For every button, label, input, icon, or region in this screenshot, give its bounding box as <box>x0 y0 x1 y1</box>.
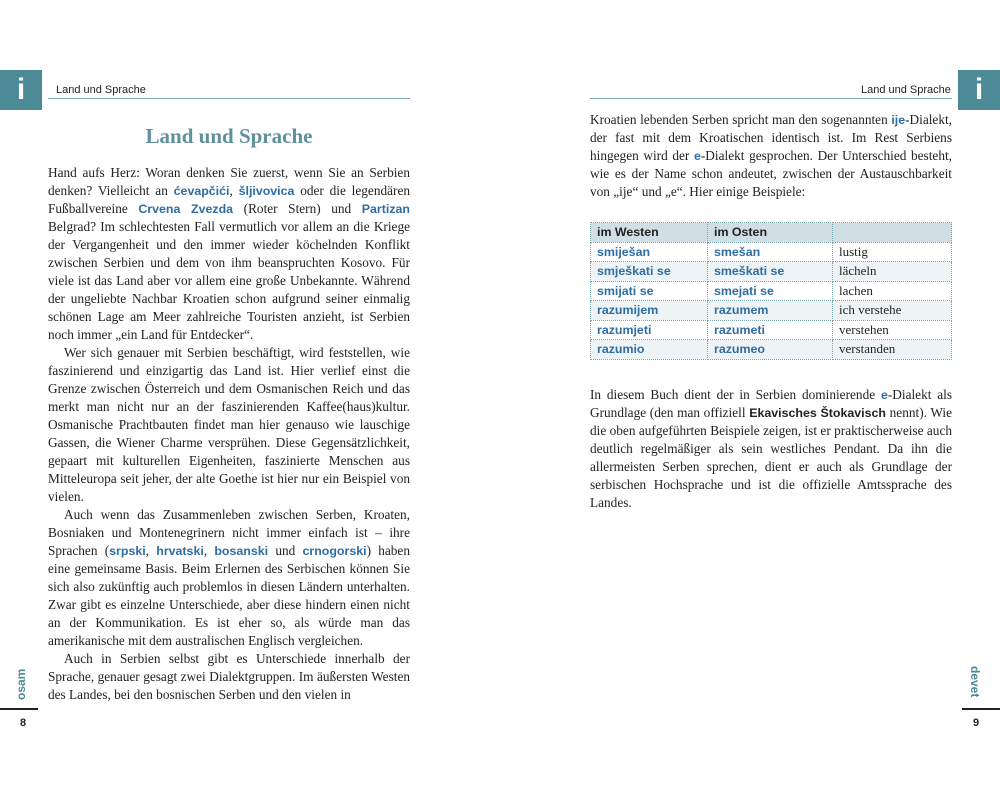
table-row <box>591 301 952 321</box>
text-run: ) haben eine gemeinsame Basis. Beim Erlernen des Serbischen können Sie sich also zukünftig auch problemlos in diesen Ländern unterhalten. Zwar gibt es einzelne Unterschiede, aber diese hindern einen nicht an der Kommunikation. Es ist eher so, als würde man das amerikanische mit dem australischen Englisch vergleichen. <box>48 543 410 648</box>
text-run: Auch wenn das Zusammenleben zwischen Serben, Kroaten, Bosniaken und Montenegrinern nicht immer einfach ist – ihre Sprachen ( <box>48 507 410 558</box>
page-number: 9 <box>973 717 980 729</box>
west-variant-cell: razumjeti <box>591 320 708 340</box>
highlighted-term: Partizan <box>361 202 410 216</box>
text-run: , <box>145 543 157 558</box>
east-variant-cell: smejati se <box>708 281 833 301</box>
translation-cell: ich verstehe <box>833 301 952 321</box>
translation-cell: lustig <box>833 242 952 262</box>
highlighted-term: srpski <box>109 544 146 558</box>
text-run: Hand aufs Herz: Woran denken Sie zuerst, wenn Sie an Serbien denken? Vielleicht an <box>48 165 410 198</box>
translation-cell: lachen <box>833 281 952 301</box>
text-run: Kroatien lebenden Serben spricht man den sogenannten <box>590 112 892 127</box>
text-run: -Dialekt als Grundlage (den man offiziell <box>590 387 952 420</box>
text-run: , <box>203 543 215 558</box>
highlighted-term: hrvatski <box>156 544 204 558</box>
paragraph <box>48 650 410 704</box>
text-run: nennt). Wie die oben aufgeführten Beispiele zeigen, ist er praktischerweise auch deutlich regelmäßiger als sein westliches Pendant. Da ihn die allermeisten Serben sprechen, dient er auch als Grundlage der serbischen Hochsprache und ist die offizielle Amtssprache des Landes. <box>590 405 952 510</box>
page-number: 8 <box>20 717 27 729</box>
intro-text <box>590 111 952 201</box>
highlighted-term: e <box>880 388 888 402</box>
paragraph <box>48 506 410 650</box>
text-run: In diesem Buch dient der in Serbien dominierende <box>590 387 881 402</box>
running-header: Land und Sprache <box>861 84 951 96</box>
bold-term: Ekavisches Štokavisch <box>749 406 886 420</box>
east-variant-cell: razumem <box>708 301 833 321</box>
highlighted-term: ćevapčići <box>173 184 230 198</box>
translation-cell: verstanden <box>833 340 952 360</box>
highlighted-term: Crvena Zvezda <box>138 202 234 216</box>
west-variant-cell: razumijem <box>591 301 708 321</box>
table-row <box>591 281 952 301</box>
translation-cell: verstehen <box>833 320 952 340</box>
page-word: osam <box>14 668 28 700</box>
highlighted-term: šljivovica <box>238 184 295 198</box>
footer-rule <box>0 708 38 710</box>
table-header-row <box>591 223 952 243</box>
highlighted-term: ije <box>891 113 906 127</box>
text-run: Auch in Serbien selbst gibt es Unterschiede innerhalb der Sprache, genauer gesagt zwei Dialektgruppen. Im äußersten Westen des Landes, bei den bosnischen Serben und den vielen in <box>48 651 410 702</box>
east-variant-cell: razumeo <box>708 340 833 360</box>
right-page <box>500 0 1000 800</box>
paragraph <box>48 344 410 506</box>
translation-cell: lächeln <box>833 262 952 282</box>
text-run: und <box>268 543 303 558</box>
paragraph <box>48 164 410 344</box>
text-run: Wer sich genauer mit Serbien beschäftigt, wird feststellen, wie faszinierend und einzigartig das Land ist. Hier verlief einst die Grenze zwischen Österreich und dem Osmanischen Reich und das merkt man nicht nur an der faszinierenden Kaffee(haus)kultur. Osmanische Prachtbauten findet man hier genauso wie lauschige Gassen, die Wiener Charme versprühen. Diese Gegensätzlichkeit, gepaart mit kulturellen Eigenheiten, faszinierte Menschen aus Mitteleuropa seit jeher, der alte Goethe ist hier nur ein Beispiel von vielen. <box>48 345 410 504</box>
table-header-cell: im Osten <box>708 223 833 243</box>
west-variant-cell: smijati se <box>591 281 708 301</box>
table-header-cell <box>833 223 952 243</box>
highlighted-term: e <box>693 149 701 163</box>
header-rule <box>48 98 410 99</box>
table-row <box>591 262 952 282</box>
info-icon: i <box>0 70 42 110</box>
text-run: , <box>229 183 239 198</box>
dialect-table <box>590 222 952 360</box>
highlighted-term: crnogorski <box>302 544 367 558</box>
text-run: -Dialekt, der fast mit dem Kroatischen identisch ist. Im Rest Serbiens hingegen wird der <box>590 112 952 163</box>
page-word: devet <box>968 666 982 698</box>
running-header: Land und Sprache <box>56 84 146 96</box>
table-row <box>591 242 952 262</box>
table-row <box>591 320 952 340</box>
body-text <box>48 164 410 704</box>
text-run: Belgrad? Im schlechtesten Fall vermutlich vor allem an die Kriege der Vergangenheit und den immer wieder köchelnden Konflikt zwischen Serbien und dem von ihm beanspruchten Kosovo. Für viele ist das Land aber vor allem eine große Unbekannte. Während der ungeliebte Nachbar Kroatien schon aufgrund seiner einmalig schönen Lage am Meer zahlreiche Touristen anzieht, ist Serbien noch immer „ein Land für Entdecker“. <box>48 219 410 342</box>
east-variant-cell: razumeti <box>708 320 833 340</box>
text-run: oder die legendären Fußballvereine <box>48 183 411 216</box>
header-rule <box>590 98 952 99</box>
chapter-title: Land und Sprache <box>145 124 313 148</box>
table-header-cell: im Westen <box>591 223 708 243</box>
highlighted-term: bosanski <box>214 544 269 558</box>
east-variant-cell: smešan <box>708 242 833 262</box>
table-row <box>591 340 952 360</box>
info-icon: i <box>958 70 1000 110</box>
text-run: -Dialekt gesprochen. Der Unterschied besteht, wie es der Name schon andeutet, zwischen der Austauschbarkeit von „ije“ und „e“. Hier einige Beispiele: <box>590 148 952 199</box>
west-variant-cell: smješkati se <box>591 262 708 282</box>
east-variant-cell: smeškati se <box>708 262 833 282</box>
footer-rule <box>962 708 1000 710</box>
west-variant-cell: smiješan <box>591 242 708 262</box>
text-run: (Roter Stern) und <box>233 201 362 216</box>
west-variant-cell: razumio <box>591 340 708 360</box>
outro-text <box>590 386 952 512</box>
